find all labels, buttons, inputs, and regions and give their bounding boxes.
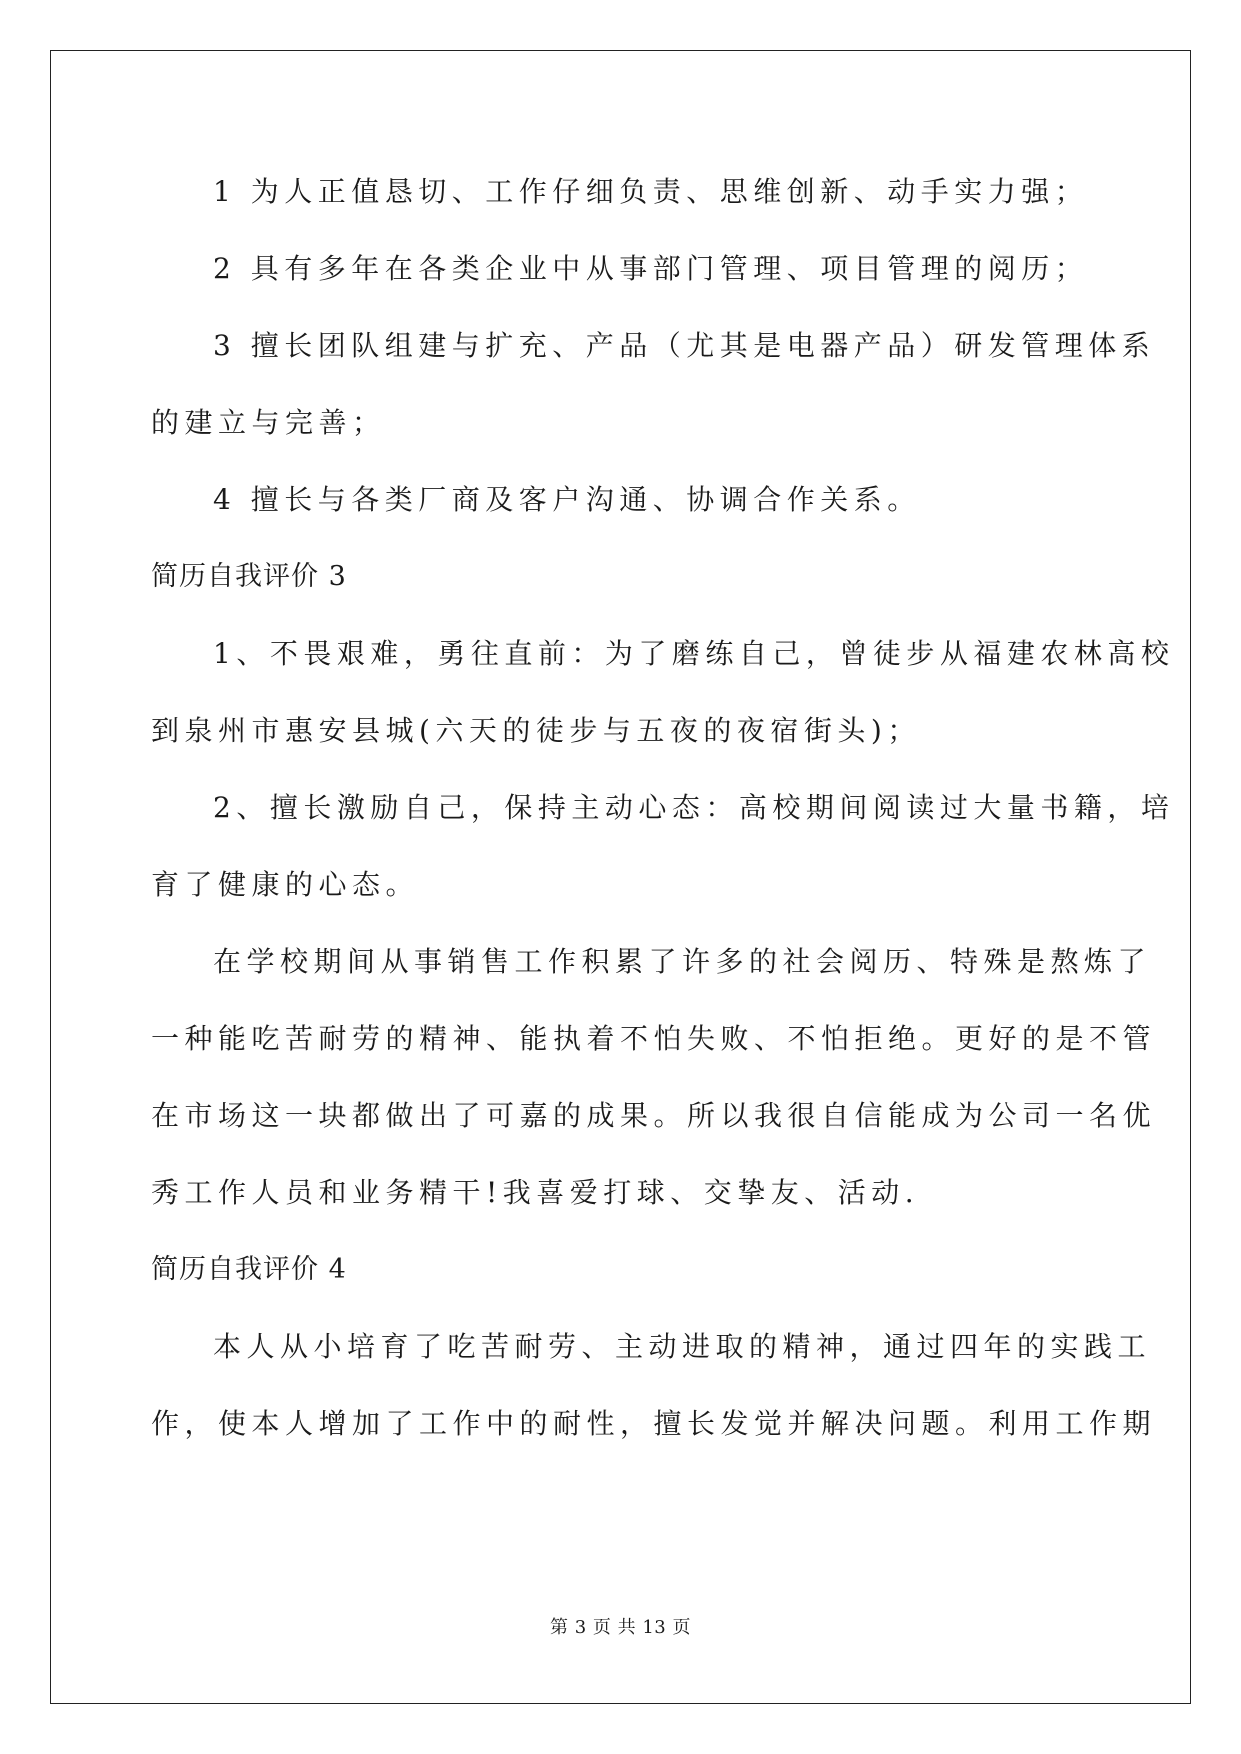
section-heading: 简历自我评价 4	[151, 1254, 347, 1285]
paragraph-line: 在学校期间从事销售工作积累了许多的社会阅历、特殊是熬炼了	[213, 945, 1152, 978]
paragraph-line: 的建立与完善；	[151, 406, 386, 439]
page-footer: 第 3 页 共 13 页	[550, 1617, 691, 1638]
paragraph-line: 在市场这一块都做出了可嘉的成果。所以我很自信能成为公司一名优	[151, 1099, 1157, 1132]
paragraph-line: 2、擅长激励自己，保持主动心态：高校期间阅读过大量书籍，培	[213, 791, 1175, 824]
paragraph-line: 育了健康的心态。	[151, 868, 420, 901]
paragraph-line: 本人从小培育了吃苦耐劳、主动进取的精神，通过四年的实践工	[213, 1330, 1152, 1363]
paragraph-line: 2 具有多年在各类企业中从事部门管理、项目管理的阅历；	[213, 252, 1089, 285]
section-heading: 简历自我评价 3	[151, 561, 347, 592]
paragraph-line: 1 为人正值恳切、工作仔细负责、思维创新、动手实力强；	[213, 175, 1089, 208]
paragraph-line: 1、不畏艰难，勇往直前：为了磨练自己，曾徒步从福建农林高校	[213, 637, 1175, 670]
paragraph-line: 秀工作人员和业务精干!我喜爱打球、交挚友、活动.	[151, 1176, 920, 1209]
paragraph-line: 3 擅长团队组建与扩充、产品（尤其是电器产品）研发管理体系	[213, 329, 1156, 362]
paragraph-line: 到泉州市惠安县城(六天的徒步与五夜的夜宿街头)；	[151, 714, 921, 747]
paragraph-line: 一种能吃苦耐劳的精神、能执着不怕失败、不怕拒绝。更好的是不管	[151, 1022, 1157, 1055]
paragraph-line: 作，使本人增加了工作中的耐性，擅长发觉并解决问题。利用工作期	[151, 1407, 1157, 1440]
paragraph-line: 4 擅长与各类厂商及客户沟通、协调合作关系。	[213, 483, 921, 516]
